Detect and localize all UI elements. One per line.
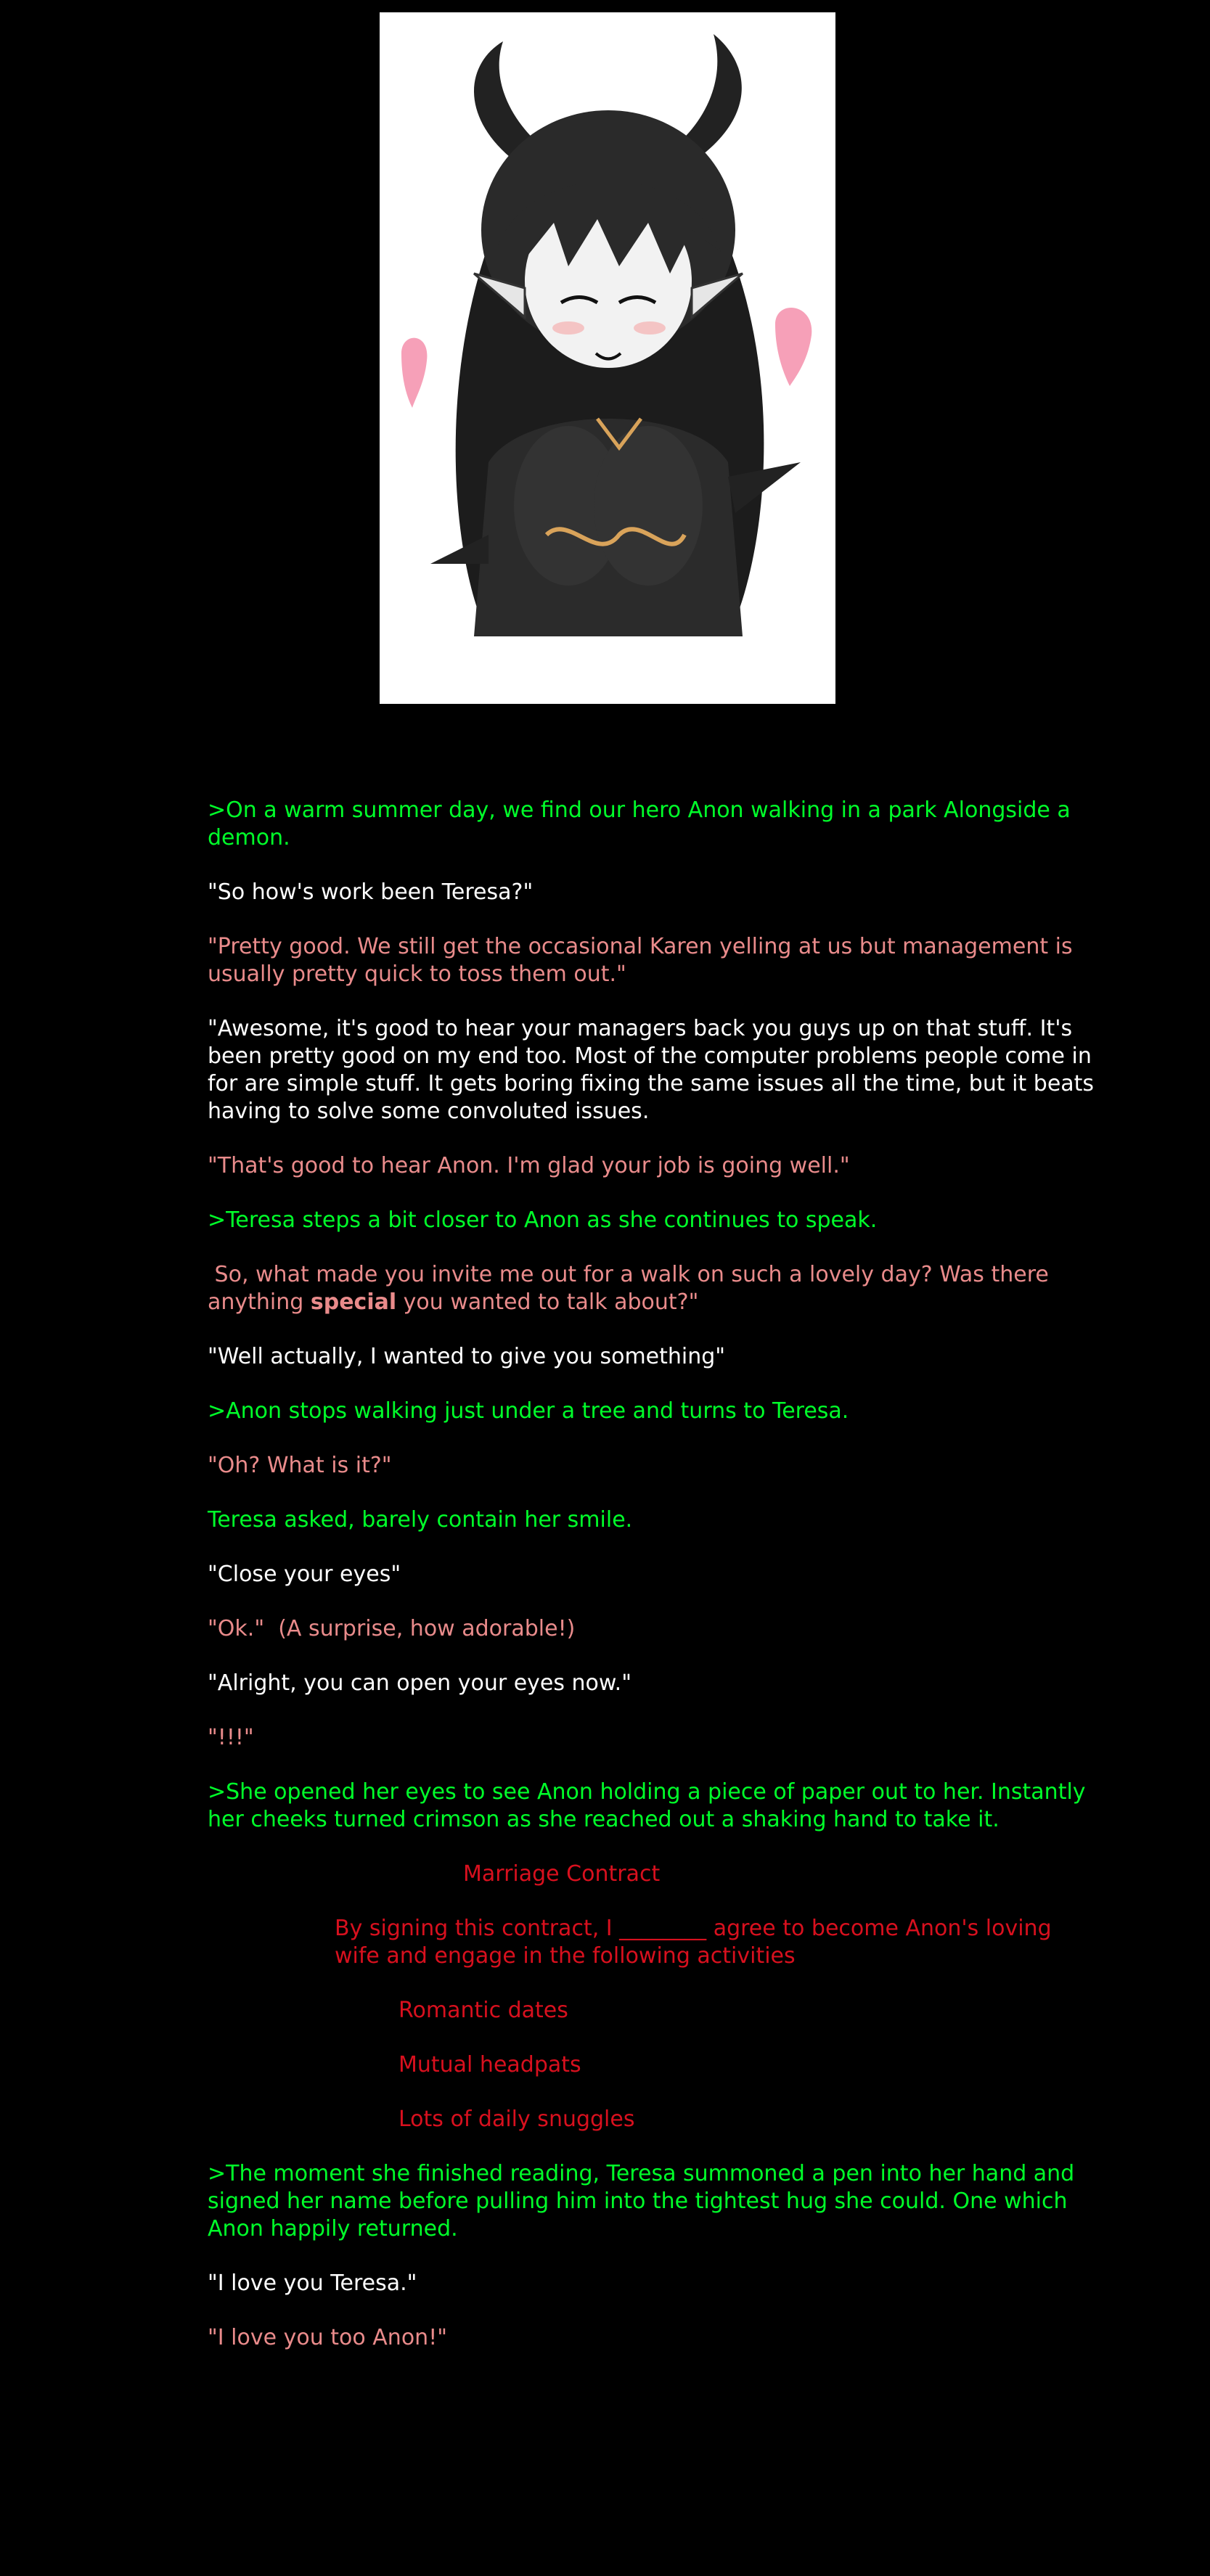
teresa-dialogue-part: So, what made you invite me out for a walk on such a lovely day? Was there anything [208, 1262, 1056, 1315]
narration-line: >The moment she finished reading, Teresa summoned a pen into her hand and signed her name before pulling him into the tightest hug she could. One which Anon happily returned. [208, 2161, 1082, 2241]
anon-dialogue: "So how's work been Teresa?" [208, 879, 534, 905]
narration-line: Teresa asked, barely contain her smile. [208, 1507, 633, 1533]
teresa-dialogue-part: you wanted to talk about?" [396, 1289, 699, 1315]
narration-line: >Anon stops walking just under a tree and turns to Teresa. [208, 1398, 849, 1424]
contract-body: By signing this contract, I ________ agree to become Anon's loving wife and engage in the following activities [335, 1916, 1059, 1969]
teresa-dialogue: "That's good to hear Anon. I'm glad your job is going well." [208, 1153, 850, 1178]
teresa-dialogue [208, 1261, 1100, 1316]
anon-dialogue: "Awesome, it's good to hear your managers back you guys up on that stuff. It's been pretty good on my end too. Most of the computer problems people come in for are simple stuff. It gets boring fixing the same issues all the time, but it beats having to solve some convoluted issues. [208, 1016, 1101, 1124]
story-text [208, 797, 1100, 2379]
teresa-dialogue: "Pretty good. We still get the occasional Karen yelling at us but management is usually pretty quick to toss them out." [208, 934, 1080, 987]
contract-title: Marriage Contract [463, 1861, 661, 1887]
teresa-dialogue: "Ok." (A surprise, how adorable!) [208, 1616, 576, 1641]
anon-dialogue: "Alright, you can open your eyes now." [208, 1670, 632, 1696]
contract-item: Mutual headpats [398, 2052, 581, 2077]
teresa-dialogue: "Oh? What is it?" [208, 1453, 392, 1478]
narration-line: >On a warm summer day, we find our hero Anon walking in a park Alongside a demon. [208, 797, 1078, 850]
narration-line: >She opened her eyes to see Anon holding a piece of paper out to her. Instantly her cheeks turned crimson as she reached out a shaking hand to take it. [208, 1779, 1093, 1832]
teresa-dialogue: "I love you too Anon!" [208, 2325, 448, 2350]
anon-dialogue: "Well actually, I wanted to give you something" [208, 1344, 726, 1369]
narration-line: >Teresa steps a bit closer to Anon as she continues to speak. [208, 1207, 878, 1233]
anon-dialogue: "I love you Teresa." [208, 2271, 417, 2296]
anon-dialogue: "Close your eyes" [208, 1562, 401, 1587]
contract-item: Romantic dates [398, 1998, 568, 2023]
emphasis-word: special [310, 1289, 397, 1315]
teresa-dialogue: "!!!" [208, 1725, 254, 1750]
contract-item: Lots of daily snuggles [398, 2107, 635, 2132]
demon-girl-drawing [380, 12, 835, 704]
character-illustration [380, 12, 835, 704]
